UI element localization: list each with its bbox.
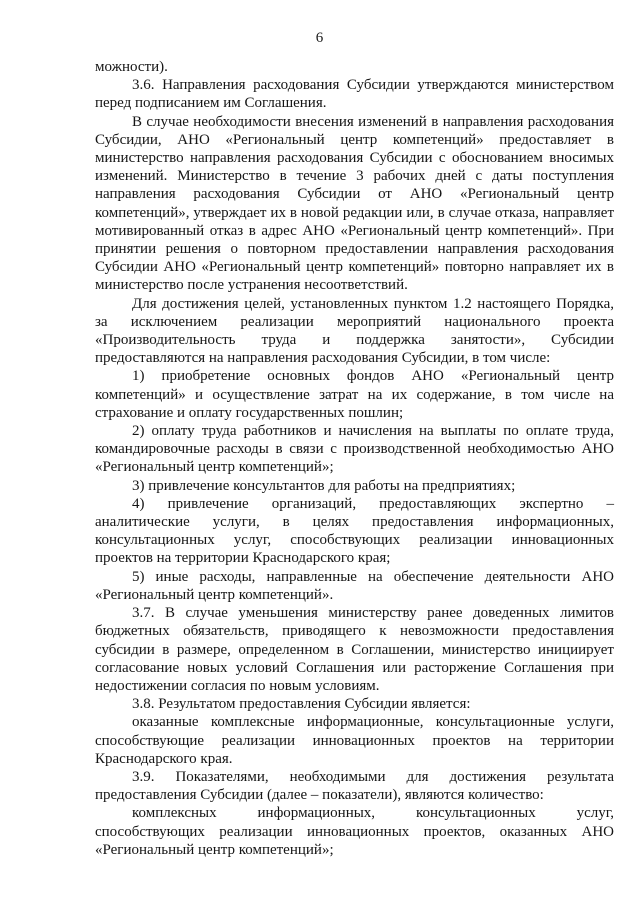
paragraph-3-9: 3.9. Показателями, необходимыми для достижения результата предоставления Субсидии (далее – показатели), являются количество: bbox=[95, 768, 614, 804]
paragraph-changes: В случае необходимости внесения изменений в направления расходования Субсидии, АНО «Региональный центр компетенций» предоставляет в министерство направления расходования Субсидии с обоснованием вносимых изменений. Министерство в течение 3 рабочих дней с даты поступления направления расходования Субсидии от АНО «Региональный центр компетенций», утверждает их в новой редакции или, в случае отказа, направляет мотивированный отказ в адрес АНО «Региональный центр компетенций». При принятии решения о повторном предоставлении направления расходования Субсидии АНО «Региональный центр компетенций» повторно направляет их в министерство после устранения несоответствий. bbox=[95, 113, 614, 294]
paragraph-indicators: комплексных информационных, консультационных услуг, способствующих реализации инновационных проектов, оказанных АНО «Региональный центр компетенций»; bbox=[95, 805, 614, 858]
page-number: 6 bbox=[315, 30, 324, 46]
paragraph-goals: Для достижения целей, установленных пунктом 1.2 настоящего Порядка, за исключением реализации мероприятий национального проекта «Производительность труда и поддержка занятости», Субсидии предоставляются на направления расходования Субсидии, в том числе: bbox=[95, 295, 614, 367]
list-item-3: 3) привлечение консультантов для работы на предприятиях; bbox=[132, 477, 516, 494]
paragraph-continuation: можности). bbox=[95, 59, 168, 75]
paragraph-3-6: 3.6. Направления расходования Субсидии утверждаются министерством перед подписанием им Соглашения. bbox=[95, 77, 614, 112]
paragraph-3-8: 3.8. Результатом предоставления Субсидии является: bbox=[132, 696, 471, 713]
document-body bbox=[95, 58, 614, 859]
list-item-1: 1) приобретение основных фондов АНО «Региональный центр компетенций» и осуществление затрат на их содержание, в том числе на страхование и оплату государственных пошлин; bbox=[95, 368, 614, 421]
list-item-2: 2) оплату труда работников и начисления на выплаты по оплате труда, командировочные расходы в связи с производственной необходимостью АНО «Региональный центр компетенций»; bbox=[95, 423, 614, 476]
list-item-5: 5) иные расходы, направленные на обеспечение деятельности АНО «Региональный центр компетенций». bbox=[95, 568, 614, 603]
paragraph-3-7: 3.7. В случае уменьшения министерству ранее доведенных лимитов бюджетных обязательств, приводящего к невозможности предоставления субсидии в размере, определенном в Соглашении, министерство инициирует согласование новых условий Соглашения или расторжение Соглашения при недостижении согласия по новым условиям. bbox=[95, 605, 614, 694]
list-item-4: 4) привлечение организаций, предоставляющих экспертно – аналитические услуги, в целях предоставления информационных, консультационных услуг, способствующих реализации инновационных проектов на территории Краснодарского края; bbox=[95, 495, 614, 567]
paragraph-result: оказанные комплексные информационные, консультационные услуги, способствующие реализации инновационных проектов на территории Краснодарского края. bbox=[95, 714, 614, 767]
